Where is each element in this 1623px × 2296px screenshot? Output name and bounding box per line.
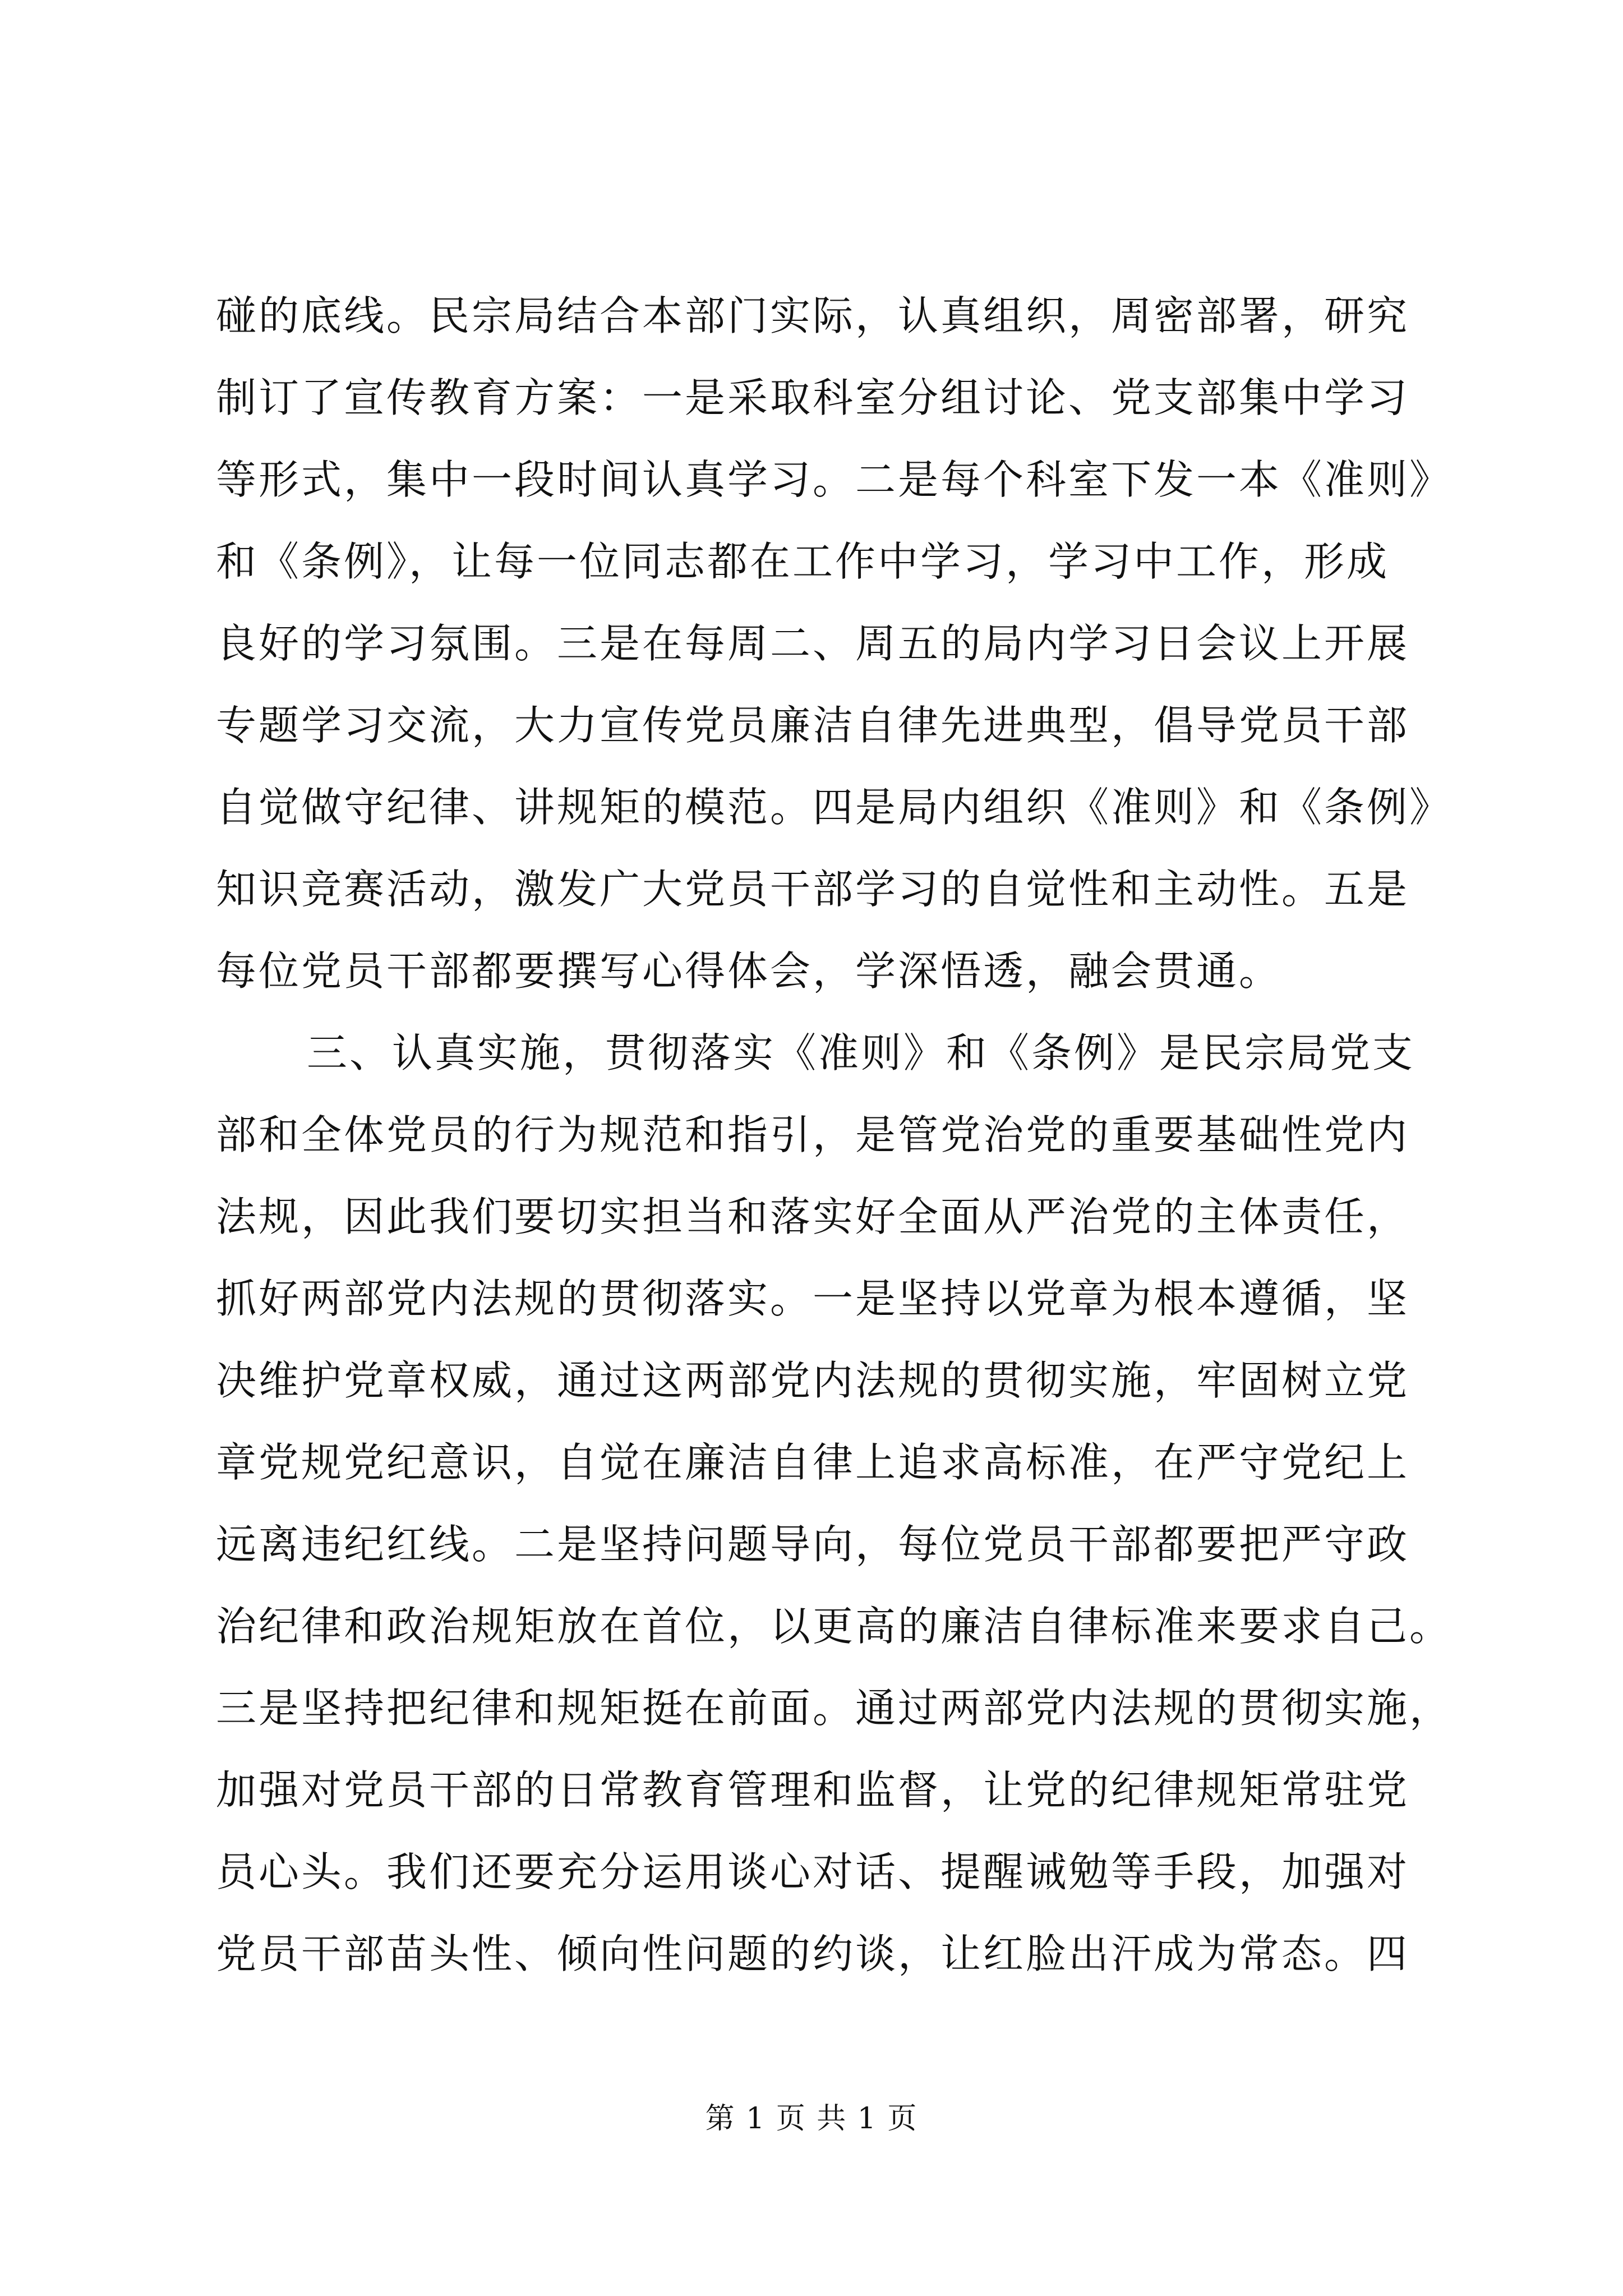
text-line-5: 良好的学习氛围。三是在每周二、周五的局内学习日会议上开展 — [216, 620, 1410, 667]
page-number-label: 第 1 页 共 1 页 — [705, 2102, 918, 2136]
text-line-13: 抓好两部党内法规的贯彻落实。一是坚持以党章为根本遵循，坚 — [216, 1275, 1410, 1322]
text-line-8: 知识竞赛活动，激发广大党员干部学习的自觉性和主动性。五是 — [216, 866, 1410, 913]
text-line-12: 法规，因此我们要切实担当和落实好全面从严治党的主体责任， — [216, 1193, 1410, 1240]
text-line-19: 加强对党员干部的日常教育管理和监督，让党的纪律规矩常驻党 — [216, 1766, 1410, 1814]
text-line-14: 决维护党章权威，通过这两部党内法规的贯彻实施，牢固树立党 — [216, 1357, 1410, 1404]
section-heading-line: 三、认真实施，贯彻落实《准则》和《条例》是民宗局党支 — [307, 1029, 1415, 1076]
text-line-7: 自觉做守纪律、讲规矩的模范。四是局内组织《准则》和《条例》 — [216, 784, 1453, 831]
text-line-21: 党员干部苗头性、倾向性问题的约谈，让红脸出汗成为常态。四 — [216, 1930, 1410, 1977]
text-line-4: 和《条例》，让每一位同志都在工作中学习，学习中工作，形成 — [216, 538, 1390, 585]
page-footer — [0, 2099, 1623, 2138]
text-line-11: 部和全体党员的行为规范和指引，是管党治党的重要基础性党内 — [216, 1111, 1410, 1158]
text-line-9: 每位党员干部都要撰写心得体会，学深悟透，融会贯通。 — [216, 947, 1282, 995]
text-line-6: 专题学习交流，大力宣传党员廉洁自律先进典型，倡导党员干部 — [216, 702, 1410, 749]
text-line-18: 三是坚持把纪律和规矩挺在前面。通过两部党内法规的贯彻实施， — [216, 1685, 1453, 1732]
text-line-1: 碰的底线。民宗局结合本部门实际，认真组织，周密部署，研究 — [216, 292, 1410, 339]
text-line-15: 章党规党纪意识，自觉在廉洁自律上追求高标准，在严守党纪上 — [216, 1439, 1410, 1486]
text-line-17: 治纪律和政治规矩放在首位，以更高的廉洁自律标准来要求自己。 — [216, 1603, 1453, 1650]
text-line-2: 制订了宣传教育方案：一是采取科室分组讨论、党支部集中学习 — [216, 374, 1410, 421]
document-body — [216, 275, 1453, 1995]
text-line-16: 远离违纪红线。二是坚持问题导向，每位党员干部都要把严守政 — [216, 1521, 1410, 1568]
text-line-20: 员心头。我们还要充分运用谈心对话、提醒诫勉等手段，加强对 — [216, 1848, 1410, 1895]
text-line-3: 等形式，集中一段时间认真学习。二是每个科室下发一本《准则》 — [216, 456, 1453, 503]
